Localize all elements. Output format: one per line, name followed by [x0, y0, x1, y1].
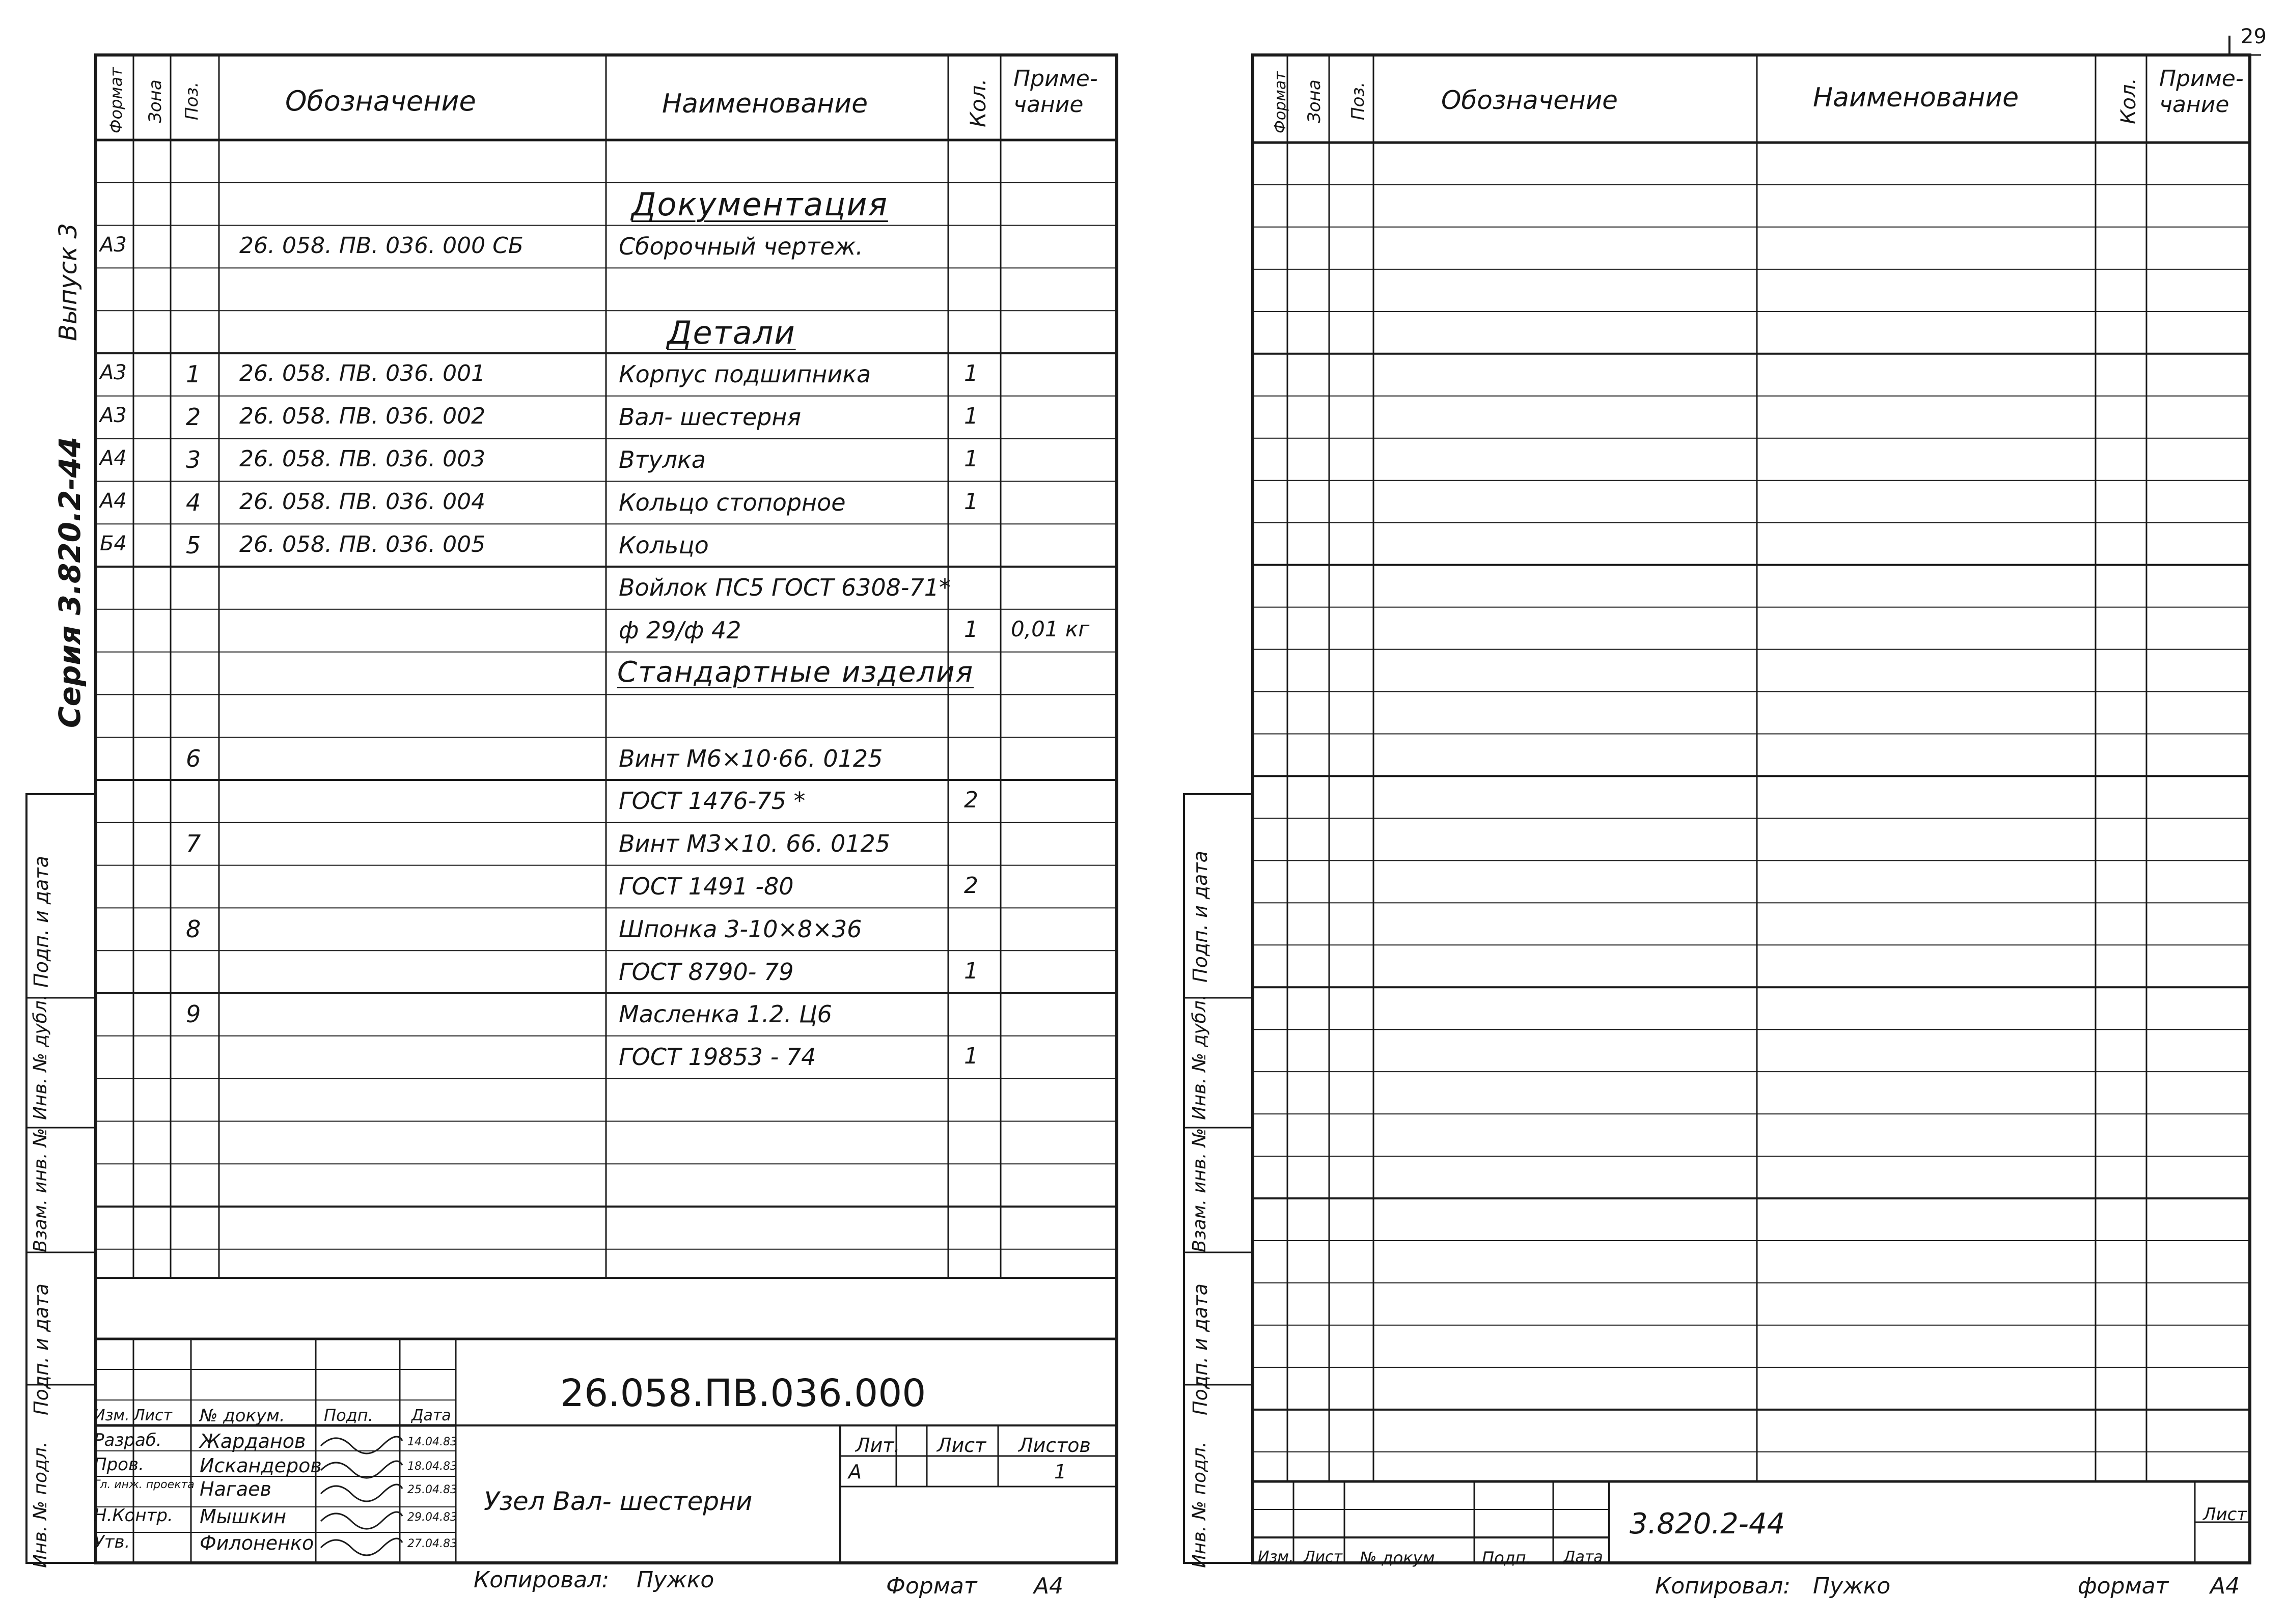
left-side-seriya: Серия 3.820.2-44 [52, 436, 87, 728]
left-row-obozn: 26. 058. ПВ. 036. 000 СБ [239, 233, 524, 259]
left-row-kol: 2 [964, 787, 978, 814]
left-row-name: Сборочный чертеж. [619, 233, 863, 261]
left-side-podp-data-2: Подп. и дата [30, 1283, 52, 1415]
signature-mark [321, 1512, 402, 1529]
sheet-number: 29 [2241, 25, 2267, 48]
left-tb-role-role: Разраб. [94, 1430, 162, 1450]
left-row-name: Стандартные изделия [617, 656, 974, 689]
left-row-name: ГОСТ 1476-75 * [619, 787, 806, 815]
left-row-name: Масленка 1.2. Ц6 [619, 1000, 832, 1028]
right-footer-format-value: А4 [2210, 1573, 2240, 1599]
left-row-kol: 2 [964, 873, 978, 899]
left-row-fmt: A3 [100, 404, 127, 428]
right-footer-kopiroval-label: Копировал: [1655, 1573, 1791, 1599]
left-tb-role-name: Филоненко [200, 1532, 314, 1554]
left-side-vzam-inv: Взам. инв. № [30, 1128, 51, 1252]
left-row-kol: 1 [964, 488, 978, 515]
left-row-poz: 1 [186, 360, 201, 388]
left-tb-col-ndokum: № докум. [200, 1406, 285, 1426]
left-row-poz: 2 [186, 403, 201, 431]
left-footer-kopiroval-name: Пужко [637, 1567, 714, 1593]
left-tb-role-name: Нагаев [200, 1478, 271, 1500]
left-side-podp-data-1: Подп. и дата [30, 856, 52, 988]
left-side-inv-dubl: Инв. № дубл. [30, 994, 51, 1120]
left-row-poz: 6 [186, 744, 201, 772]
right-hdr-naimenovanie: Наименование [1813, 82, 2019, 113]
left-hdr-zona: Зона [145, 79, 166, 123]
left-row-fmt: A3 [100, 233, 127, 257]
right-tb-col-izm: Изм. [1258, 1548, 1294, 1566]
left-tb-designation: 26.058.ПВ.036.000 [560, 1371, 926, 1415]
left-row-name: ГОСТ 1491 -80 [619, 873, 794, 901]
left-row-kol: 1 [964, 360, 978, 387]
left-hdr-poz: Поз. [182, 81, 202, 120]
left-tb-role-date: 29.04.83 [407, 1511, 457, 1524]
left-tb-lit-value: А [848, 1461, 862, 1483]
left-tb-listov-label: Листов [1018, 1434, 1091, 1457]
left-tb-role-role: Утв. [94, 1532, 130, 1552]
left-row-name: Кольцо стопорное [619, 488, 846, 516]
right-footer-kopiroval-name: Пужко [1813, 1573, 1891, 1599]
left-row-fmt: A3 [100, 361, 127, 385]
right-side-inv-dubl: Инв. № дубл. [1189, 994, 1210, 1120]
left-tb-role-name: Мышкин [200, 1505, 287, 1528]
left-side-vypusk: Выпуск 3 [54, 223, 82, 341]
left-tb-role-role: Гл. инж. проекта [94, 1478, 195, 1491]
left-tb-col-data: Дата [411, 1407, 451, 1424]
left-row-poz: 3 [186, 446, 201, 474]
left-tb-listov-value: 1 [1054, 1461, 1067, 1483]
left-row-poz: 9 [186, 1000, 201, 1028]
left-row-name: Винт М6×10·66. 0125 [619, 744, 883, 772]
signature-mark [321, 1461, 402, 1478]
left-tb-role-name: Жарданов [200, 1430, 306, 1452]
left-tb-col-izm: Изм. [94, 1407, 130, 1424]
left-side-inv-podl: Инв. № подл. [30, 1441, 51, 1568]
left-tb-role-role: Н.Контр. [94, 1505, 173, 1526]
left-row-name: ГОСТ 19853 - 74 [619, 1043, 816, 1071]
left-row-name: Винт М3×10. 66. 0125 [619, 830, 891, 858]
left-tb-role-role: Пров. [94, 1454, 144, 1475]
right-tb-col-data: Дата [1563, 1548, 1603, 1566]
left-hdr-format: Формат [106, 67, 126, 133]
left-footer-format-value: А4 [1034, 1573, 1064, 1599]
left-footer-format-label: Формат [886, 1573, 977, 1599]
right-hdr-format: Формат [1272, 71, 1289, 133]
left-hdr-naimenovanie: Наименование [662, 89, 868, 119]
left-row-poz: 5 [186, 531, 201, 559]
left-row-fmt: A4 [100, 446, 127, 470]
left-row-prim: 0,01 кг [1011, 617, 1090, 642]
left-row-kol: 1 [964, 446, 978, 472]
left-row-name: ГОСТ 8790- 79 [619, 958, 794, 986]
left-row-name: Корпус подшипника [619, 360, 871, 388]
left-row-kol: 1 [964, 958, 978, 984]
left-tb-role-date: 18.04.83 [407, 1460, 457, 1473]
left-row-name: Кольцо [619, 531, 709, 559]
right-side-podp-data-1: Подп. и дата [1189, 851, 1211, 983]
right-hdr-oboznachenie: Обозначение [1441, 86, 1618, 115]
left-tb-role-name: Искандеров [200, 1454, 322, 1477]
left-row-name: Шпонка 3-10×8×36 [619, 915, 862, 943]
left-tb-role-date: 14.04.83 [407, 1436, 457, 1448]
right-side-podp-data-2: Подп. и дата [1189, 1283, 1211, 1415]
right-tb-col-ndokum: № докум. [1360, 1548, 1440, 1567]
signature-mark [321, 1538, 402, 1555]
left-tb-item-name: Узел Вал- шестерни [484, 1487, 753, 1516]
right-tb-designation: 3.820.2-44 [1630, 1507, 1785, 1541]
right-side-inv-podl: Инв. № подл. [1189, 1441, 1210, 1568]
right-tb-col-podp: Подп. [1482, 1548, 1531, 1567]
right-hdr-primechanie: Приме- чание [2159, 66, 2244, 118]
left-row-obozn: 26. 058. ПВ. 036. 003 [239, 446, 486, 472]
left-hdr-primechanie: Приме- чание [1013, 66, 1098, 118]
right-side-vzam-inv: Взам. инв. № [1189, 1128, 1210, 1252]
signature-mark [321, 1485, 402, 1501]
right-tb-list-label: Лист [2203, 1504, 2247, 1525]
left-row-name: ф 29/ф 42 [619, 617, 741, 645]
left-row-obozn: 26. 058. ПВ. 036. 002 [239, 403, 486, 430]
left-tb-lit-label: Лит. [856, 1434, 900, 1457]
left-tb-list-label: Лист [937, 1434, 986, 1457]
right-footer-format-label: формат [2078, 1573, 2169, 1599]
left-row-name: Документация [631, 186, 888, 223]
left-row-fmt: Б4 [100, 531, 127, 555]
left-row-poz: 8 [186, 915, 201, 943]
left-row-poz: 7 [186, 830, 201, 858]
left-footer-kopiroval-label: Копировал: [474, 1567, 610, 1593]
left-hdr-oboznachenie: Обозначение [285, 85, 476, 117]
left-tb-col-list: Лист [133, 1407, 173, 1424]
left-tb-role-date: 27.04.83 [407, 1537, 457, 1550]
right-tb-col-list: Лист [1304, 1548, 1343, 1566]
right-hdr-kol: Кол. [2117, 77, 2140, 124]
left-tb-col-podp: Подп. [324, 1406, 373, 1425]
left-row-kol: 1 [964, 1043, 978, 1070]
left-row-obozn: 26. 058. ПВ. 036. 004 [239, 488, 486, 515]
right-hdr-zona: Зона [1304, 79, 1325, 123]
left-row-poz: 4 [186, 488, 201, 516]
left-row-name: Войлок ПС5 ГОСТ 6308-71* [619, 574, 951, 602]
left-row-name: Детали [667, 314, 796, 351]
left-row-obozn: 26. 058. ПВ. 036. 001 [239, 360, 486, 387]
left-row-kol: 1 [964, 617, 978, 643]
left-row-obozn: 26. 058. ПВ. 036. 005 [239, 531, 486, 557]
left-row-fmt: A4 [100, 489, 127, 513]
left-row-name: Вал- шестерня [619, 403, 802, 431]
left-row-name: Втулка [619, 446, 706, 474]
left-tb-role-date: 25.04.83 [407, 1483, 457, 1496]
right-hdr-poz: Поз. [1348, 81, 1368, 120]
left-row-kol: 1 [964, 403, 978, 430]
left-hdr-kol: Кол. [966, 78, 990, 127]
